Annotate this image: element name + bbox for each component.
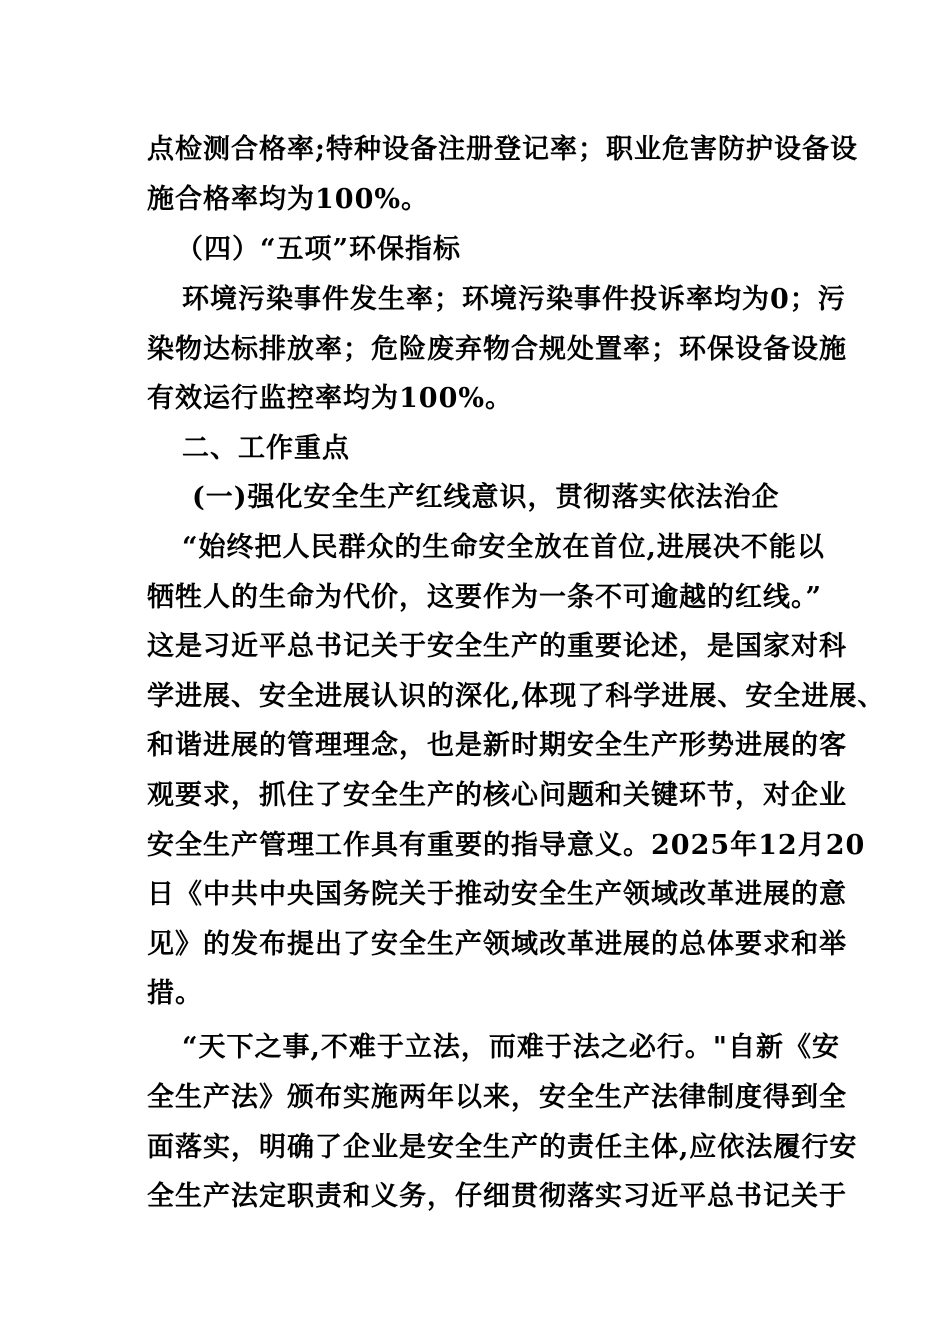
body-text-line: 这是习近平总书记关于安全生产的重要论述，是国家对科 — [147, 631, 847, 662]
body-text-line: 点检测合格率;特种设备注册登记率；职业危害防护设备设 — [147, 134, 858, 165]
paragraph-first-line: 环境污染事件发生率；环境污染事件投诉率均为0；污 — [182, 284, 846, 315]
body-text-line: 有效运行监控率均为100%。 — [147, 383, 514, 414]
chapter-heading: 二、工作重点 — [182, 433, 350, 464]
section-heading: （四）“五项”环保指标 — [176, 234, 462, 265]
body-text-line: 见》的发布提出了安全生产领域改革进展的总体要求和举 — [147, 929, 847, 960]
body-text-line: 措。 — [147, 978, 203, 1009]
body-text-line: 全生产法》颁布实施两年以来，安全生产法律制度得到全 — [147, 1082, 847, 1113]
body-text-line: 安全生产管理工作具有重要的指导意义。2025年12月20 — [147, 830, 866, 861]
body-text-line: 牺牲人的生命为代价，这要作为一条不可逾越的红线。” — [147, 582, 823, 613]
body-text-line: 观要求，抓住了安全生产的核心问题和关键环节，对企业 — [147, 780, 847, 811]
paragraph-first-line: “始终把人民群众的生命安全放在首位,进展决不能以 — [182, 532, 825, 563]
body-text-line: 学进展、安全进展认识的深化,体现了科学进展、安全进展、 — [147, 681, 886, 712]
body-text-line: 施合格率均为100%。 — [147, 184, 430, 215]
subsection-heading: (一)强化安全生产红线意识，贯彻落实依法治企 — [192, 482, 780, 513]
body-text-line: 日《中共中央国务院关于推动安全生产领域改革进展的意 — [147, 879, 847, 910]
body-text-line: 染物达标排放率；危险废弃物合规处置率；环保设备设施 — [147, 334, 847, 365]
body-text-line: 全生产法定职责和义务，仔细贯彻落实习近平总书记关于 — [147, 1181, 847, 1212]
body-text-line: 面落实，明确了企业是安全生产的责任主体,应依法履行安 — [147, 1132, 858, 1163]
paragraph-first-line: “天下之事,不难于立法，而难于法之必行。"自新《安 — [182, 1032, 840, 1063]
body-text-line: 和谐进展的管理理念，也是新时期安全生产形势进展的客 — [147, 730, 847, 761]
